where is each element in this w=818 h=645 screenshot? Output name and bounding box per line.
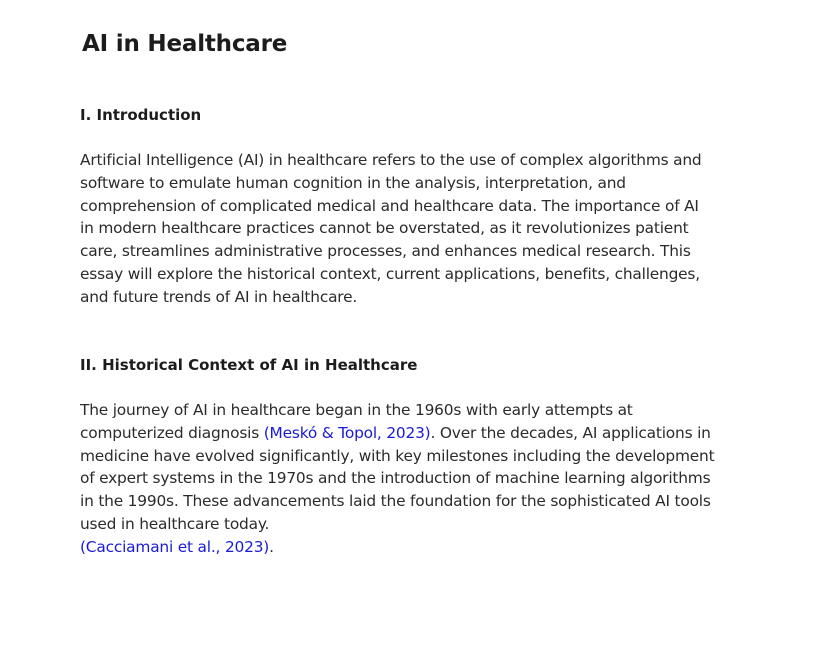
paragraph-text: . (269, 537, 274, 556)
paragraph-text: The journey of AI in healthcare began in the 1960s with early attempts at computerized diagnosis (80, 401, 633, 442)
historical-context-paragraph (80, 399, 716, 559)
section-heading-historical-context: II. Historical Context of AI in Healthcare (80, 356, 418, 374)
document-title: AI in Healthcare (82, 31, 288, 57)
citation-link-mesko-topol[interactable]: (Meskó & Topol, 2023) (263, 423, 431, 442)
introduction-paragraph: Artificial Intelligence (AI) in healthcare refers to the use of complex algorithms and software to emulate human cognition in the analysis, interpretation, and comprehension of complicated medical and healthcare data. The importance of AI in modern healthcare practices cannot be overstated, as it revolutionizes patient care, streamlines administrative processes, and enhances medical research. This essay will explore the historical context, current applications, benefits, challenges, and future trends of AI in healthcare. (80, 151, 702, 306)
paragraph-text: . Over the decades, AI applications in medicine have evolved significantly, with key milestones including the development of expert systems in the 1970s and the introduction of machine learning algorithms in the 1990s. These advancements laid the foundation for the sophisticated AI tools used in healthcare today. (80, 423, 715, 533)
section-heading-introduction: I. Introduction (80, 106, 202, 124)
citation-link-cacciamani[interactable]: (Cacciamani et al., 2023) (80, 537, 270, 556)
